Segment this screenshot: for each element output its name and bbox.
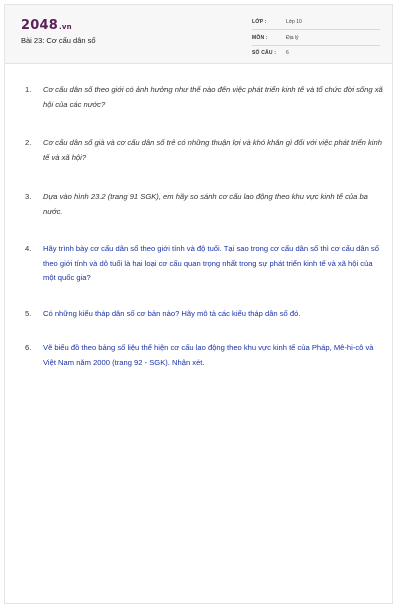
meta-count-row [252, 48, 380, 60]
meta-subject-value: Địa lý [286, 35, 299, 41]
worksheet-page [4, 4, 393, 604]
question-item [23, 190, 383, 219]
question-number: 2. [25, 138, 32, 147]
meta-class-label: LỚP : [252, 19, 267, 25]
question-number: 3. [25, 192, 32, 201]
question-item[interactable] [23, 242, 383, 286]
question-item [23, 83, 383, 112]
question-number: 5. [25, 308, 32, 318]
meta-class-value: Lớp 10 [286, 19, 302, 25]
question-number: 6. [25, 343, 32, 352]
worksheet-header [5, 5, 392, 64]
question-list [23, 83, 383, 370]
question-number: 1. [25, 85, 32, 94]
logo-text: 2048 [21, 18, 58, 33]
lesson-title: Bài 23: Cơ cấu dân số [21, 36, 96, 45]
meta-subject-row [252, 33, 380, 46]
meta-count-value: 6 [286, 50, 289, 56]
logo-suffix: .vn [58, 23, 72, 31]
question-item[interactable] [23, 341, 383, 370]
question-link[interactable]: Vẽ biểu đồ theo bảng số liệu thể hiện cơ cấu lao động theo khu vực kinh tế của Pháp, Mê-hi-cô và Việt Nam năm 2000 (trang 92 - SGK). Nhận xét. [43, 343, 374, 367]
meta-class-row [252, 17, 380, 30]
question-link[interactable]: Hãy trình bày cơ cấu dân số theo giới tính và độ tuổi. Tại sao trong cơ cấu dân số thì cơ cấu dân số theo giới tính và dô tuổi là hai loại cơ cấu quan trọng nhất trong sự phát triển kinh tế và xã hội của một quốc gia? [43, 244, 379, 282]
site-logo[interactable] [21, 18, 72, 33]
question-number: 4. [25, 244, 32, 253]
question-item[interactable] [23, 307, 383, 322]
meta-subject-label: MÔN : [252, 35, 268, 41]
question-text: Cơ cấu dân số già và cơ cấu dân số trẻ có những thuận lợi và khó khăn gì đối với việc phát triển kinh tế và xã hội? [43, 138, 382, 162]
question-text: Cơ cấu dân số theo giới có ảnh hưởng như thế nào đến việc phát triển kinh tế và tổ chức đời sống xã hội của các nước? [43, 85, 383, 109]
meta-count-label: SỐ CÂU : [252, 50, 277, 56]
question-item [23, 136, 383, 165]
question-text: Dựa vào hình 23.2 (trang 91 SGK), em hãy so sánh cơ cấu lao động theo khu vực kinh tế của ba nước. [43, 192, 368, 216]
question-link[interactable]: Có những kiểu tháp dân số cơ bản nào? Hãy mô tả các kiểu tháp dân số đó. [43, 308, 301, 318]
